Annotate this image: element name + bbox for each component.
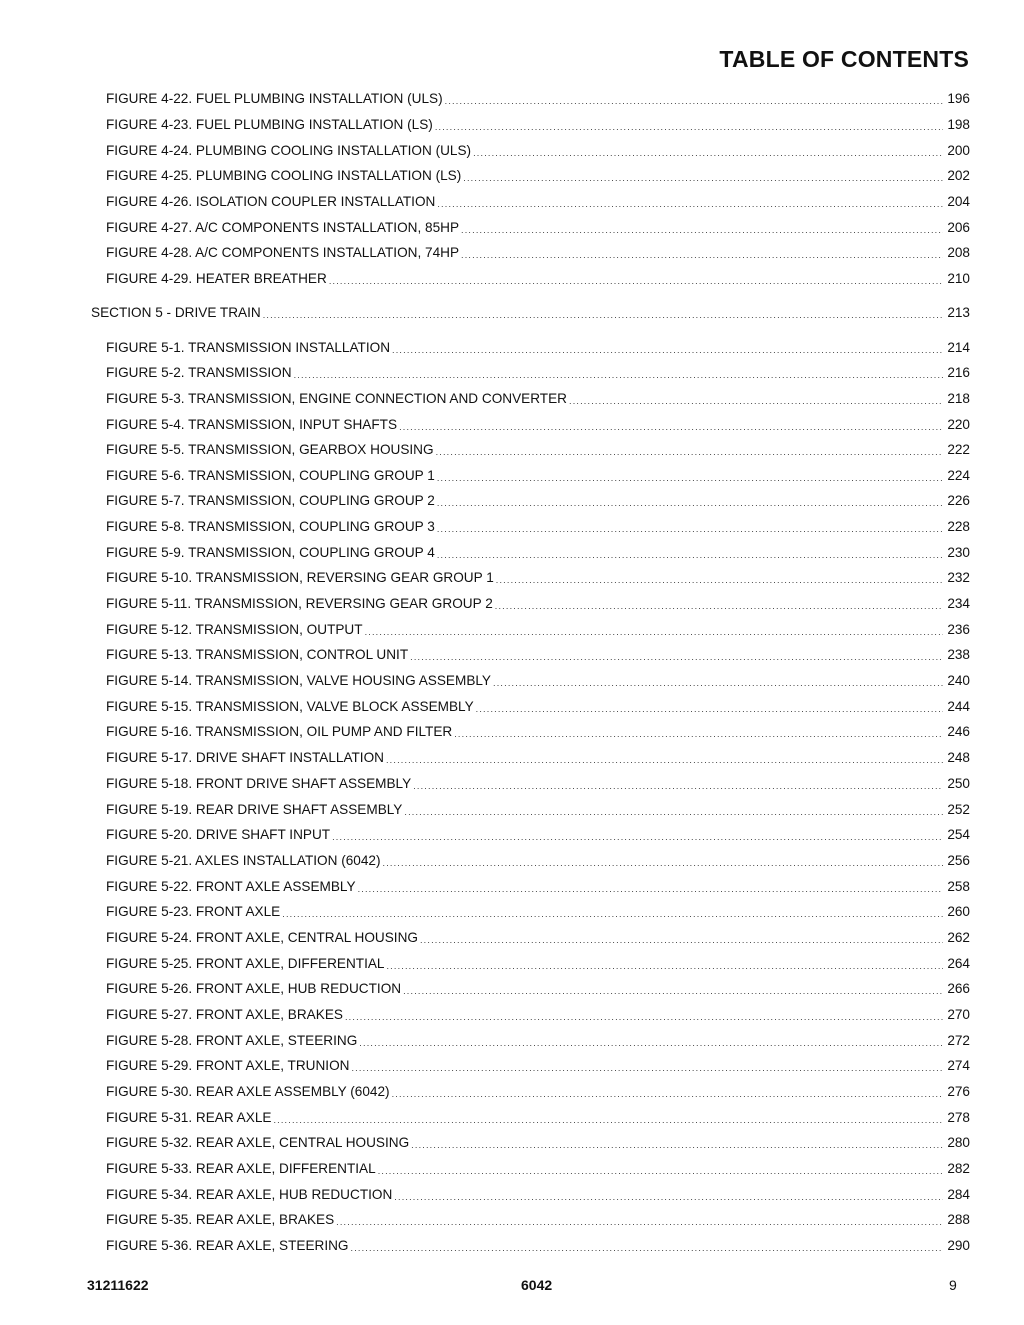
toc-entry-label: FIGURE 5-19. REAR DRIVE SHAFT ASSEMBLY — [106, 802, 403, 817]
toc-entry-label: FIGURE 5-35. REAR AXLE, BRAKES — [106, 1212, 335, 1227]
toc-entry-page: 254 — [947, 827, 970, 842]
toc-entry-label: FIGURE 5-13. TRANSMISSION, CONTROL UNIT — [106, 647, 409, 662]
toc-figure-entry[interactable] — [106, 1211, 970, 1229]
dot-leader — [437, 548, 943, 562]
toc-figure-entry[interactable] — [106, 492, 970, 510]
toc-entry-page: 244 — [947, 699, 970, 714]
dot-leader — [392, 1087, 943, 1101]
toc-figure-entry[interactable] — [106, 270, 970, 288]
toc-entry-page: 216 — [947, 365, 970, 380]
toc-figure-entry[interactable] — [106, 1057, 970, 1075]
toc-entry-page: 236 — [947, 622, 970, 637]
toc-entry-label: FIGURE 5-15. TRANSMISSION, VALVE BLOCK ASSEMBLY — [106, 699, 474, 714]
footer-part-number: 31211622 — [87, 1277, 149, 1293]
dot-leader — [345, 1010, 943, 1024]
dot-leader — [437, 496, 943, 510]
toc-entry-page: 198 — [947, 117, 970, 132]
dot-leader — [435, 120, 943, 134]
toc-entry-page: 238 — [947, 647, 970, 662]
toc-figure-entry[interactable] — [106, 142, 970, 160]
dot-leader — [282, 907, 943, 921]
toc-entry-label: FIGURE 5-29. FRONT AXLE, TRUNION — [106, 1058, 350, 1073]
toc-entry-label: FIGURE 5-33. REAR AXLE, DIFFERENTIAL — [106, 1161, 376, 1176]
toc-entry-page: 196 — [947, 91, 970, 106]
toc-entry-page: 256 — [947, 853, 970, 868]
toc-entry-page: 276 — [947, 1084, 970, 1099]
toc-entry-page: 230 — [947, 545, 970, 560]
dot-leader — [273, 1113, 943, 1127]
toc-figure-entry[interactable] — [106, 749, 970, 767]
toc-figure-entry[interactable] — [106, 1160, 970, 1178]
toc-figure-entry[interactable] — [106, 646, 970, 664]
toc-entry-page: 214 — [947, 340, 970, 355]
toc-entry-label: FIGURE 5-32. REAR AXLE, CENTRAL HOUSING — [106, 1135, 410, 1150]
toc-entry-label: FIGURE 5-16. TRANSMISSION, OIL PUMP AND FILTER — [106, 724, 453, 739]
toc-entry-page: 204 — [947, 194, 970, 209]
dot-leader — [436, 445, 943, 459]
toc-entry-page: 202 — [947, 168, 970, 183]
toc-entry-label: FIGURE 5-31. REAR AXLE — [106, 1110, 272, 1125]
toc-entry-label: FIGURE 5-20. DRIVE SHAFT INPUT — [106, 827, 331, 842]
toc-figure-entry[interactable] — [106, 698, 970, 716]
toc-figure-entry[interactable] — [106, 467, 970, 485]
toc-entry-label: FIGURE 4-29. HEATER BREATHER — [106, 271, 327, 286]
dot-leader — [463, 171, 943, 185]
dot-leader — [358, 882, 943, 896]
toc-entry-page: 234 — [947, 596, 970, 611]
toc-entry-label: FIGURE 5-22. FRONT AXLE ASSEMBLY — [106, 879, 356, 894]
dot-leader — [392, 343, 943, 357]
toc-entry-page: 278 — [947, 1110, 970, 1125]
toc-entry-page: 262 — [947, 930, 970, 945]
toc-figure-entry[interactable] — [106, 116, 970, 134]
toc-figure-entry[interactable] — [106, 90, 970, 108]
toc-entry-page: 280 — [947, 1135, 970, 1150]
toc-figure-entry[interactable] — [106, 364, 970, 382]
toc-entry-label: FIGURE 5-3. TRANSMISSION, ENGINE CONNECTION AND CONVERTER — [106, 391, 567, 406]
toc-entry-page: 258 — [947, 879, 970, 894]
dot-leader — [365, 625, 943, 639]
toc-entry-page: 282 — [947, 1161, 970, 1176]
dot-leader — [386, 753, 943, 767]
toc-entry-page: 290 — [947, 1238, 970, 1253]
toc-figure-entry[interactable] — [106, 1134, 970, 1152]
toc-figure-entry[interactable] — [106, 929, 970, 947]
dot-leader — [378, 1164, 943, 1178]
toc-entry-label: FIGURE 5-24. FRONT AXLE, CENTRAL HOUSING — [106, 930, 418, 945]
dot-leader — [437, 471, 943, 485]
toc-figure-entry[interactable] — [106, 518, 970, 536]
toc-figure-entry[interactable] — [106, 390, 970, 408]
toc-figure-entry[interactable] — [106, 801, 970, 819]
dot-leader — [403, 984, 943, 998]
dot-leader — [411, 1138, 943, 1152]
toc-entry-label: FIGURE 5-30. REAR AXLE ASSEMBLY (6042) — [106, 1084, 390, 1099]
toc-entry-page: 250 — [947, 776, 970, 791]
toc-entry-page: 272 — [947, 1033, 970, 1048]
dot-leader — [473, 146, 943, 160]
dot-leader — [351, 1241, 944, 1255]
toc-entry-label: FIGURE 5-36. REAR AXLE, STEERING — [106, 1238, 349, 1253]
toc-figure-entry[interactable] — [106, 1006, 970, 1024]
toc-entry-page: 246 — [947, 724, 970, 739]
toc-entry-label: FIGURE 4-27. A/C COMPONENTS INSTALLATION, 85HP — [106, 220, 460, 235]
toc-entry-label: FIGURE 5-23. FRONT AXLE — [106, 904, 281, 919]
dot-leader — [332, 830, 943, 844]
toc-figure-entry[interactable] — [106, 416, 970, 434]
toc-section-entry[interactable] — [91, 304, 970, 322]
dot-leader — [437, 522, 943, 536]
toc-entry-label: FIGURE 5-21. AXLES INSTALLATION (6042) — [106, 853, 381, 868]
toc-entry-label: FIGURE 5-17. DRIVE SHAFT INSTALLATION — [106, 750, 384, 765]
dot-leader — [351, 1061, 943, 1075]
toc-entry-label: FIGURE 4-25. PLUMBING COOLING INSTALLATION (LS) — [106, 168, 462, 183]
toc-figure-entry[interactable] — [106, 1032, 970, 1050]
dot-leader — [461, 248, 943, 262]
dot-leader — [493, 676, 943, 690]
dot-leader — [329, 274, 943, 288]
toc-figure-entry[interactable] — [106, 826, 970, 844]
toc-entry-label: FIGURE 5-11. TRANSMISSION, REVERSING GEAR GROUP 2 — [106, 596, 493, 611]
dot-leader — [383, 856, 944, 870]
toc-entry-page: 264 — [947, 956, 970, 971]
toc-entry-label: FIGURE 5-5. TRANSMISSION, GEARBOX HOUSING — [106, 442, 434, 457]
toc-entry-label: FIGURE 4-28. A/C COMPONENTS INSTALLATION, 74HP — [106, 245, 460, 260]
dot-leader — [454, 727, 943, 741]
toc-figure-entry[interactable] — [106, 1083, 970, 1101]
toc-entry-label: FIGURE 4-24. PLUMBING COOLING INSTALLATION (ULS) — [106, 143, 472, 158]
toc-entry-page: 270 — [947, 1007, 970, 1022]
toc-entry-page: 218 — [947, 391, 970, 406]
footer-model: 6042 — [521, 1277, 553, 1293]
toc-figure-entry[interactable] — [106, 219, 970, 237]
toc-entry-page: 228 — [947, 519, 970, 534]
toc-entry-label: FIGURE 5-14. TRANSMISSION, VALVE HOUSING ASSEMBLY — [106, 673, 492, 688]
toc-entry-label: FIGURE 5-7. TRANSMISSION, COUPLING GROUP 2 — [106, 493, 435, 508]
toc-figure-entry[interactable] — [106, 167, 970, 185]
toc-figure-entry[interactable] — [106, 569, 970, 587]
toc-entry-page: 232 — [947, 570, 970, 585]
dot-leader — [461, 223, 943, 237]
toc-figure-entry[interactable] — [106, 775, 970, 793]
dot-leader — [496, 573, 943, 587]
toc-figure-entry[interactable] — [106, 544, 970, 562]
toc-figure-entry[interactable] — [106, 1186, 970, 1204]
toc-entry-label: FIGURE 4-26. ISOLATION COUPLER INSTALLATION — [106, 194, 436, 209]
toc-entry-label: FIGURE 5-6. TRANSMISSION, COUPLING GROUP 1 — [106, 468, 435, 483]
dot-leader — [404, 805, 943, 819]
dot-leader — [359, 1036, 943, 1050]
toc-entry-label: FIGURE 5-34. REAR AXLE, HUB REDUCTION — [106, 1187, 393, 1202]
toc-figure-entry[interactable] — [106, 244, 970, 262]
toc-entry-label: SECTION 5 - DRIVE TRAIN — [91, 305, 261, 320]
toc-figure-entry[interactable] — [106, 595, 970, 613]
dot-leader — [294, 368, 943, 382]
toc-figure-entry[interactable] — [106, 672, 970, 690]
toc-figure-entry[interactable] — [106, 621, 970, 639]
toc-figure-entry[interactable] — [106, 193, 970, 211]
toc-entry-label: FIGURE 5-2. TRANSMISSION — [106, 365, 292, 380]
toc-entry-page: 220 — [947, 417, 970, 432]
toc-entry-label: FIGURE 5-1. TRANSMISSION INSTALLATION — [106, 340, 391, 355]
toc-figure-entry[interactable] — [106, 852, 970, 870]
toc-entry-page: 252 — [947, 802, 970, 817]
toc-entry-page: 274 — [947, 1058, 970, 1073]
toc-figure-entry[interactable] — [106, 723, 970, 741]
dot-leader — [420, 933, 943, 947]
toc-entry-page: 248 — [947, 750, 970, 765]
dot-leader — [445, 94, 943, 108]
toc-entry-label: FIGURE 5-25. FRONT AXLE, DIFFERENTIAL — [106, 956, 385, 971]
toc-entry-page: 224 — [947, 468, 970, 483]
toc-figure-entry[interactable] — [106, 955, 970, 973]
toc-entry-label: FIGURE 5-26. FRONT AXLE, HUB REDUCTION — [106, 981, 402, 996]
dot-leader — [476, 702, 943, 716]
toc-entry-page: 200 — [947, 143, 970, 158]
toc-entry-label: FIGURE 5-8. TRANSMISSION, COUPLING GROUP 3 — [106, 519, 435, 534]
toc-entry-page: 208 — [947, 245, 970, 260]
toc-figure-entry[interactable] — [106, 441, 970, 459]
toc-entry-page: 288 — [947, 1212, 970, 1227]
toc-entry-label: FIGURE 5-9. TRANSMISSION, COUPLING GROUP 4 — [106, 545, 435, 560]
footer-page-number: 9 — [949, 1277, 957, 1293]
toc-figure-entry[interactable] — [106, 339, 970, 357]
toc-figure-entry[interactable] — [106, 1237, 970, 1255]
toc-entry-label: FIGURE 5-10. TRANSMISSION, REVERSING GEAR GROUP 1 — [106, 570, 494, 585]
toc-entry-label: FIGURE 5-4. TRANSMISSION, INPUT SHAFTS — [106, 417, 398, 432]
toc-entry-page: 266 — [947, 981, 970, 996]
dot-leader — [336, 1215, 943, 1229]
toc-entry-page: 226 — [947, 493, 970, 508]
toc-entry-label: FIGURE 5-18. FRONT DRIVE SHAFT ASSEMBLY — [106, 776, 412, 791]
toc-entry-page: 210 — [947, 271, 970, 286]
dot-leader — [399, 420, 943, 434]
page-title: TABLE OF CONTENTS — [719, 46, 969, 72]
toc-entry-page: 240 — [947, 673, 970, 688]
toc-entry-page: 222 — [947, 442, 970, 457]
dot-leader — [569, 394, 943, 408]
dot-leader — [394, 1190, 943, 1204]
toc-entry-page: 260 — [947, 904, 970, 919]
toc-figure-entry[interactable] — [106, 980, 970, 998]
dot-leader — [386, 959, 943, 973]
toc-figure-entry[interactable] — [106, 903, 970, 921]
toc-entry-page: 284 — [947, 1187, 970, 1202]
toc-entry-label: FIGURE 5-28. FRONT AXLE, STEERING — [106, 1033, 358, 1048]
dot-leader — [263, 308, 943, 322]
toc-entry-label: FIGURE 5-12. TRANSMISSION, OUTPUT — [106, 622, 363, 637]
toc-entry-label: FIGURE 4-22. FUEL PLUMBING INSTALLATION (ULS) — [106, 91, 443, 106]
toc-entry-page: 213 — [947, 305, 970, 320]
toc-figure-entry[interactable] — [106, 1109, 970, 1127]
toc-figure-entry[interactable] — [106, 878, 970, 896]
dot-leader — [495, 599, 943, 613]
dot-leader — [413, 779, 943, 793]
toc-entry-label: FIGURE 5-27. FRONT AXLE, BRAKES — [106, 1007, 343, 1022]
dot-leader — [437, 197, 943, 211]
toc-entry-label: FIGURE 4-23. FUEL PLUMBING INSTALLATION (LS) — [106, 117, 433, 132]
toc-entry-page: 206 — [947, 220, 970, 235]
dot-leader — [410, 650, 943, 664]
